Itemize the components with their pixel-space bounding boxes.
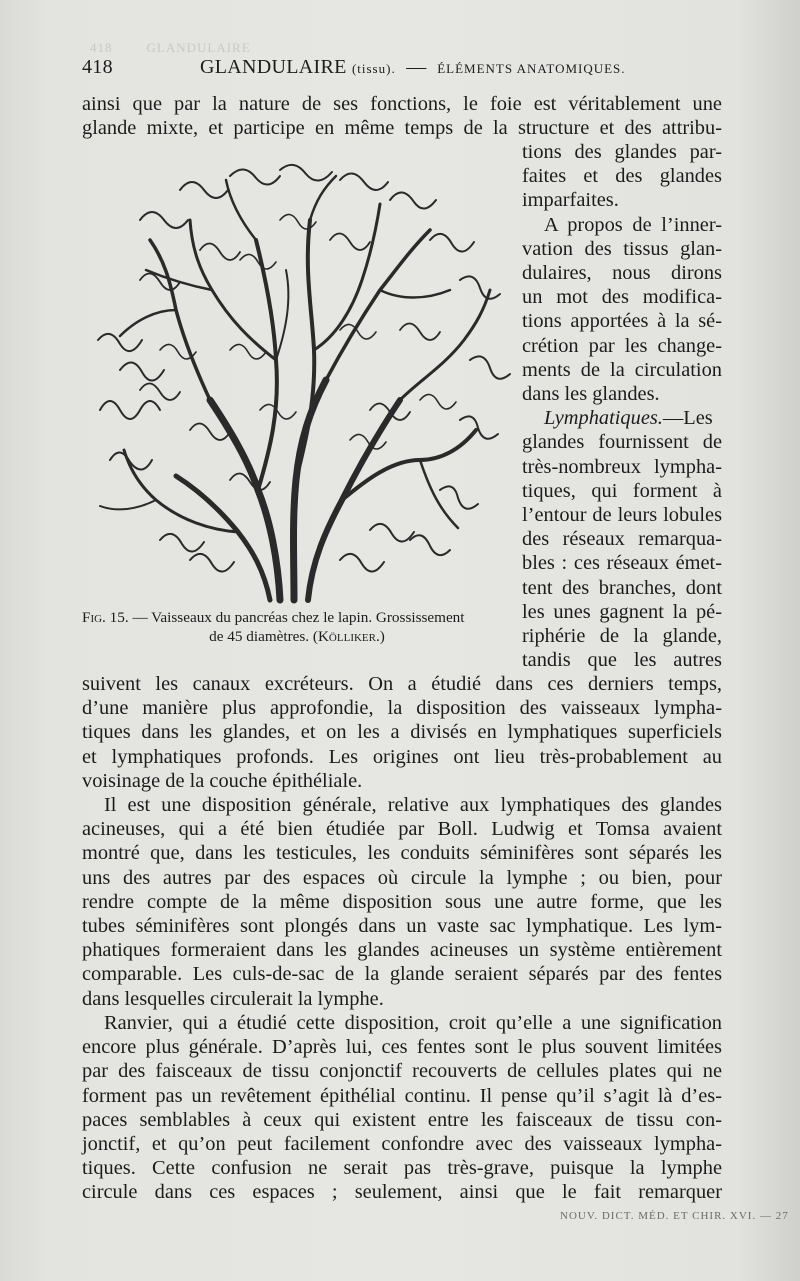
running-title-paren: (tissu). xyxy=(351,61,396,76)
text-line: voisinage de la couche épithéliale. xyxy=(82,769,363,792)
text-line: dans les glandes. xyxy=(522,383,660,406)
paragraph-ranvier xyxy=(82,1011,722,1205)
text-line: glandes fournissent de xyxy=(522,431,722,454)
text-line: bles : ces réseaux émet- xyxy=(522,552,722,575)
show-through-text: 418 GLANDULAIRE xyxy=(90,40,251,55)
text-line: paces semblables à ceux qui existent entre les faisceaux de tissu con- xyxy=(82,1108,722,1131)
page-footer-signature: NOUV. DICT. MÉD. ET CHIR. XVI. — 27 xyxy=(560,1210,789,1222)
text-line: par des faisceaux de tissu conjonctif recouverts de cellules plates qui ne xyxy=(82,1060,722,1083)
paragraph-lymph-origins xyxy=(82,672,722,793)
text-line: Lymphatiques.—Les xyxy=(544,407,713,430)
text-line: forment pas un revêtement épithélial continu. Il pense qu’il s’agit là d’es- xyxy=(82,1084,722,1107)
running-title-main: GLANDULAIRE xyxy=(200,56,347,78)
text-line: phatiques formeraient dans les glandes acineuses un système entièrement xyxy=(82,939,722,962)
text-line: ments de la circulation xyxy=(522,358,722,381)
caption-author: Kölliker xyxy=(317,628,376,645)
text-line: tandis que les autres xyxy=(522,649,722,672)
text-line: tent des branches, dont xyxy=(522,576,722,599)
text-line: d’une manière plus approfondie, la disposition des vaisseaux lympha- xyxy=(82,697,722,720)
text-line: comparable. Les culs-de-sac de la glande seraient séparés par des fentes xyxy=(82,963,722,986)
running-title-dash: — xyxy=(406,56,427,78)
text-line: circule dans ces espaces ; seulement, ainsi que le fait remarquer xyxy=(82,1181,722,1204)
caption-line-2: de 45 diamètres. (Kölliker.) xyxy=(209,628,385,645)
text-line: uns des autres par des espaces où circule la lymphe ; ou bien, pour xyxy=(82,866,722,889)
text-line: ainsi que par la nature de ses fonctions, le foie est véritablement une xyxy=(82,93,722,115)
side-column xyxy=(522,140,722,672)
running-title-section: ÉLÉMENTS ANATOMIQUES. xyxy=(437,61,626,76)
caption-line-1: Fig. 15. — Vaisseaux du pancréas chez le lapin. Grossissement xyxy=(82,609,465,626)
text-line: riphérie de la glande, xyxy=(522,625,722,648)
text-line: faites et des glandes xyxy=(522,165,722,188)
text-line: rendre compte de la même disposition sous une autre forme, que les xyxy=(82,890,722,913)
text-line: Il est une disposition générale, relative aux lymphatiques des glandes xyxy=(104,794,722,816)
running-title xyxy=(200,56,626,79)
text-line: très-nombreux lympha- xyxy=(522,455,722,478)
text-line: acineuses, qui a été bien étudiée par Boll. Ludwig et Tomsa avaient xyxy=(82,818,722,841)
text-line: tubes séminifères sont plongés dans un vaste sac lymphatique. Les lym- xyxy=(82,915,722,938)
text-line: encore plus générale. D’après lui, ces fentes sont le plus souvent limitées xyxy=(82,1036,722,1059)
text-line: les unes gagnent la pé- xyxy=(522,600,722,623)
page-number: 418 xyxy=(82,56,113,78)
text-line: tiques dans les glandes, et on les a divisés en lymphatiques superficiels xyxy=(82,721,722,744)
text-line: glande mixte, et participe en même temps de la structure et des attribu- xyxy=(82,117,722,140)
text-line: dans lesquelles circulerait la lymphe. xyxy=(82,987,384,1010)
text-line: l’entour de leurs lobules xyxy=(522,504,722,527)
text-line: tiques. Cette confusion ne serait pas très-grave, puisque la lymphe xyxy=(82,1157,722,1180)
vessel-illustration xyxy=(80,160,512,608)
text-line: dulaires, nous dirons xyxy=(522,262,722,285)
paragraph-boll xyxy=(82,793,722,1011)
text-line: crétion par les change- xyxy=(522,334,722,357)
text-line: imparfaites. xyxy=(522,189,619,212)
text-line: et lymphatiques profonds. Les origines ont lieu très-probablement au xyxy=(82,745,722,768)
text-line: tions apportées à la sé- xyxy=(522,310,722,333)
figure-pancreas-vessels xyxy=(80,160,512,608)
text-line: des réseaux remarqua- xyxy=(522,528,722,551)
text-line: tiques, qui forment à xyxy=(522,479,722,502)
text-line: A propos de l’inner- xyxy=(544,213,722,236)
text-line: montré que, dans les testicules, les conduits séminifères sont séparés les xyxy=(82,842,722,865)
intro-paragraph xyxy=(82,92,722,140)
page-header xyxy=(82,56,722,86)
text-line: suivent les canaux excréteurs. On a étudié dans ces derniers temps, xyxy=(82,673,722,695)
figure-label: Fig. 15. xyxy=(82,609,129,626)
text-line: un mot des modifica- xyxy=(522,286,722,309)
text-line: Ranvier, qui a étudié cette disposition, croit qu’elle a une signification xyxy=(104,1012,722,1034)
lymphatiques-heading: Lymphatiques. xyxy=(544,407,663,430)
text-line: vation des tissus glan- xyxy=(522,237,722,260)
figure-caption xyxy=(82,608,512,646)
text-line: tions des glandes par- xyxy=(522,141,722,163)
text-line: jonctif, et qu’on peut facilement confondre avec des vaisseaux lympha- xyxy=(82,1133,722,1156)
